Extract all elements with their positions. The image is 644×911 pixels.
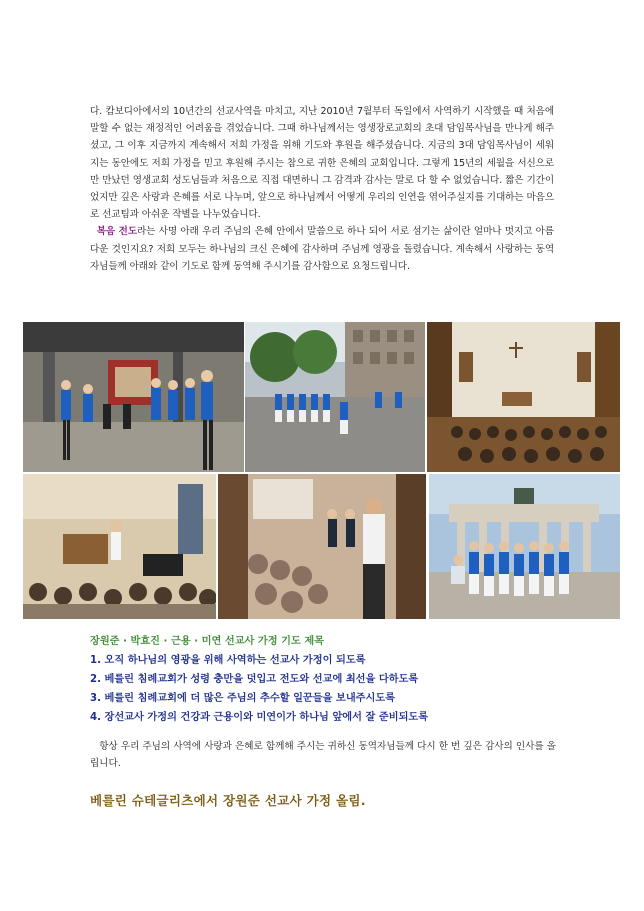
photo-brandenburg-gate-group	[429, 474, 620, 619]
photo-church-singing	[23, 474, 216, 619]
prayer-item-3: 3. 베를린 침례교회에 더 많은 주님의 추수할 일꾼들을 보내주시도록	[90, 693, 396, 704]
photo-street-choir	[23, 322, 244, 472]
prayer-item-1: 1. 오직 하나님의 영광을 위해 사역하는 선교사 가정이 되도록	[90, 655, 366, 666]
body-text	[90, 103, 554, 275]
prayer-title: 장원준 · 박효진 · 근용 · 미연 선교사 가정 기도 제목	[90, 636, 325, 647]
prayer-item-2: 2. 베를린 침례교회가 성령 충만을 덧입고 전도와 선교에 최선을 다하도록	[90, 674, 419, 685]
paragraph-2	[90, 223, 554, 275]
closing-text	[90, 738, 556, 772]
prayer-requests	[90, 632, 560, 727]
photo-visit-performance	[218, 474, 426, 619]
highlight-text: 복음 전도	[96, 226, 138, 238]
paragraph-1: 다. 캄보디아에서의 10년간의 선교사역을 마치고, 지난 2010년 7월부터 독일에서 사역하기 시작했을 때 처음에 말할 수 없는 재정적인 어려움을 겪었습니다. 그때 하나님께서는 영생장로교회의 초대 담임목사님을 만나게 해주셨고, 그 이후 지금까지 계속해서 저희 가정을 위해 기도와 후원을 해주셨습니다. 지금의 3대 담임목사님이 세워지는 동안에도 저희 가정을 믿고 후원해 주시는 참으로 귀한 은혜의 교회입니다. 그렇게 15년의 세월을 서신으로만 만났던 영생교회 성도님들과 처음으로 직접 대면하니 그 감격과 감사는 말로 다 할 수 없었습니다. 짧은 기간이었지만 깊은 사랑과 은혜를 서로 나누며, 앞으로 하나님께서 어떻게 우리의 인연을 엮어주실지를 기대하는 마음으로 선교팀과 아쉬운 작별을 나누었습니다.	[90, 106, 554, 221]
paragraph-2-text: 라는 사명 아래 우리 주님의 은혜 안에서 말씀으로 하나 되어 서로 섬기는 삶이란 얼마나 멋지고 아름다운 것인지요? 저희 모두는 하나님의 크신 은혜에 감사하며 주님께 영광을 돌렸습니다. 계속해서 사랑하는 동역자님들께 아래와 같이 기도로 함께 동역해 주시기를 감사함으로 요청드립니다.	[90, 226, 554, 272]
photo-church-interior	[427, 322, 620, 472]
signature: 베를린 슈테글리츠에서 장원준 선교사 가정 올림.	[90, 793, 366, 808]
photo-plaza-performance	[245, 322, 425, 472]
prayer-item-4: 4. 장선교사 가정의 건강과 근용이와 미연이가 하나님 앞에서 잘 준비되도록	[90, 712, 429, 723]
closing-text-content: 항상 우리 주님의 사역에 사랑과 은혜로 함께해 주시는 귀하신 동역자님들께 다시 한 번 깊은 감사의 인사를 올립니다.	[90, 741, 556, 769]
